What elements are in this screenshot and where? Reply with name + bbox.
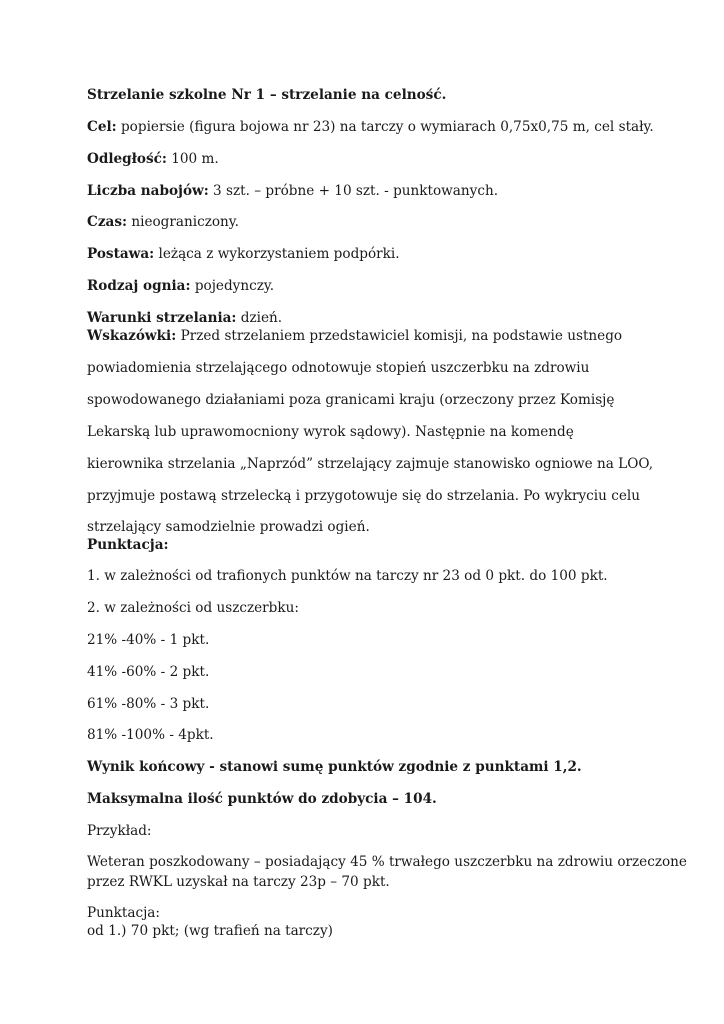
field-label: Warunki strzelania: [87, 310, 237, 326]
punktacja-item: 81% -100% - 4pkt. [87, 727, 214, 743]
wskazowki-line: kierownika strzelania „Naprzód” strzelający zajmuje stanowisko ogniowe na LOO, [87, 456, 654, 472]
field-value: Przed strzelaniem przedstawiciel komisji, na podstawie ustnego [176, 328, 623, 344]
przyklad-heading: Przykład: [87, 823, 152, 839]
maksymalna-ilosc: Maksymalna ilość punktów do zdobycia – 104. [87, 791, 437, 807]
wskazowki-line: strzelający samodzielnie prowadzi ogień. [87, 519, 370, 535]
przyklad-line: przez RWKL uzyskał na tarczy 23p – 70 pkt. [87, 874, 390, 890]
field-label: Liczba nabojów: [87, 183, 209, 199]
field-value: nieograniczony. [127, 214, 239, 230]
punktacja2-line: od 1.) 70 pkt; (wg trafień na tarczy) [87, 923, 333, 939]
field-value: 100 m. [166, 151, 219, 167]
field-label: Rodzaj ognia: [87, 278, 191, 294]
field-liczba-nabojow [87, 182, 498, 200]
field-rodzaj-ognia [87, 277, 274, 295]
punktacja-item: 1. w zależności od trafionych punktów na tarczy nr 23 od 0 pkt. do 100 pkt. [87, 568, 608, 584]
punktacja-item: 61% -80% - 3 pkt. [87, 696, 210, 712]
punktacja-item: 2. w zależności od uszczerbku: [87, 600, 299, 616]
field-value: leżąca z wykorzystaniem podpórki. [154, 246, 400, 262]
wynik-koncowy: Wynik końcowy - stanowi sumę punktów zgodnie z punktami 1,2. [87, 759, 582, 775]
field-value: dzień. [236, 310, 283, 326]
field-value: popiersie (figura bojowa nr 23) na tarczy o wymiarach 0,75x0,75 m, cel stały. [116, 119, 654, 135]
field-value: pojedynczy. [190, 278, 275, 294]
field-value: 3 szt. – próbne + 10 szt. - punktowanych. [208, 183, 499, 199]
punktacja-item: 41% -60% - 2 pkt. [87, 664, 210, 680]
field-czas [87, 213, 239, 231]
field-label: Odległość: [87, 151, 167, 167]
field-warunki [87, 309, 282, 327]
field-odleglosc [87, 150, 219, 168]
field-label: Czas: [87, 214, 128, 230]
wskazowki-line: Lekarską lub uprawomocniony wyrok sądowy). Następnie na komendę [87, 424, 574, 440]
field-label: Wskazówki: [87, 328, 177, 344]
punktacja-heading: Punktacja: [87, 537, 169, 553]
przyklad-line: Weteran poszkodowany – posiadający 45 % trwałego uszczerbku na zdrowiu orzeczone [87, 854, 687, 870]
wskazowki-line: powiadomienia strzelającego odnotowuje stopień uszczerbku na zdrowiu [87, 360, 590, 376]
field-cel [87, 118, 654, 136]
field-postawa [87, 245, 400, 263]
wskazowki-line: przyjmuje postawą strzelecką i przygotowuje się do strzelania. Po wykryciu celu [87, 488, 640, 504]
field-label: Cel: [87, 119, 117, 135]
field-wskazowki [87, 327, 622, 345]
field-label: Postawa: [87, 246, 155, 262]
punktacja-item: 21% -40% - 1 pkt. [87, 632, 210, 648]
punktacja2-heading: Punktacja: [87, 905, 160, 921]
document-title: Strzelanie szkolne Nr 1 – strzelanie na celność. [87, 87, 447, 103]
wskazowki-line: spowodowanego działaniami poza granicami kraju (orzeczony przez Komisję [87, 392, 615, 408]
